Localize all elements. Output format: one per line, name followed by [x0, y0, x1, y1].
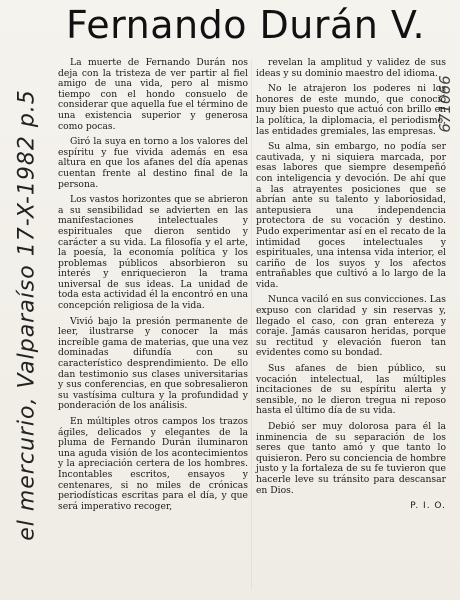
- paragraph: La muerte de Fernando Durán nos deja con la tristeza de ver partir al fiel amigo de una vida, pero al mismo tiempo con el hondo consuelo de considerar que aquella fue el término de una existencia superior y generosa como pocas.: [58, 57, 248, 132]
- paragraph: En múltiples otros campos los trazos ágiles, delicados y elegantes de la pluma de Fernando Durán iluminaron una aguda visión de los acontecimientos y la apreciación certera de los hombres. Incontables escritos, ensayos y centenares, si no miles de crónicas periodísticas escritas para el día, y que será imperativo recoger,: [58, 416, 248, 512]
- paragraph: Los vastos horizontes que se abrieron a su sensibilidad se advierten en las manifestaciones intelectuales y espirituales que dieron sentido y carácter a su vida. La filosofía y el arte, la poesía, la economía política y los problemas públicos absorbieron su interés y enriquecieron la trama universal de sus ideas. La unidad de toda esta actividad él la encontró en una concepción religiosa de la vida.: [58, 194, 248, 312]
- handwritten-source-text: el mercurio, Valparaíso 17-X-1982 p.5: [14, 89, 40, 541]
- headline: Fernando Durán V.: [66, 3, 426, 47]
- author-signature: P. I. O.: [410, 501, 446, 512]
- paragraph: Giró la suya en torno a los valores del espíritu y fue vivida además en esa altura en que los afanes del día apenas cuentan frente al destino final de la persona.: [58, 136, 248, 190]
- handwritten-source-note: [2, 30, 52, 600]
- paragraph: Sus afanes de bien público, su vocación intelectual, las múltiples incitaciones de su espíritu alerta y sensible, no le dieron tregua ni reposo hasta el último día de su vida.: [256, 363, 446, 417]
- article-column-right: [256, 58, 446, 517]
- paragraph: Su alma, sin embargo, no podía ser cautivada, y ni siquiera marcada, por esas labores que siempre desempeñó con inteligencia y devoción. De ahí que a las atrayentes posiciones que se abrían ante su talento y laboriosidad, antepusiera una independencia protectora de su vocación y destino. Pudo experimentar así en el recato de la intimidad goces intelectuales y espirituales, una intensa vida interior, el cariño de los suyos y los afectos entrañables que cultivó a lo largo de la vida.: [256, 141, 446, 290]
- column-divider: [251, 60, 252, 590]
- paragraph: revelan la amplitud y validez de sus ideas y su dominio maestro del idioma.: [256, 57, 446, 79]
- article-column-left: [58, 58, 248, 517]
- paragraph: Debió ser muy dolorosa para él la inminencia de su separación de los seres que tanto amó y que tanto lo quisieron. Pero su conciencia de hombre justo y la fortaleza de su fe tuvieron que hacerle leve su tránsito para descansar en Dios.: [256, 421, 446, 496]
- paragraph: No le atrajeron los poderes ni los honores de este mundo, que conoció muy bien puesto que actuó con brillo en la política, la diplomacia, el periodismo, las entidades gremiales, las empresas.: [256, 83, 446, 137]
- archive-code-text: 671066: [436, 75, 454, 133]
- paragraph: Vivió bajo la presión permanente de leer, ilustrarse y conocer la más increíble gama de materias, que una vez dominadas difundía con su característico desprendimiento. De ello dan testimonio sus clases universitarias y sus conferencias, en que sobresalieron su vastísima cultura y la profundidad y ponderación de los análisis.: [58, 315, 248, 412]
- paragraph: Nunca vaciló en sus convicciones. Las expuso con claridad y sin reservas y, llegado el caso, con gran entereza y coraje. Jamás causaron heridas, porque su rectitud y elevación fueron tan evidentes como su bondad.: [256, 294, 446, 359]
